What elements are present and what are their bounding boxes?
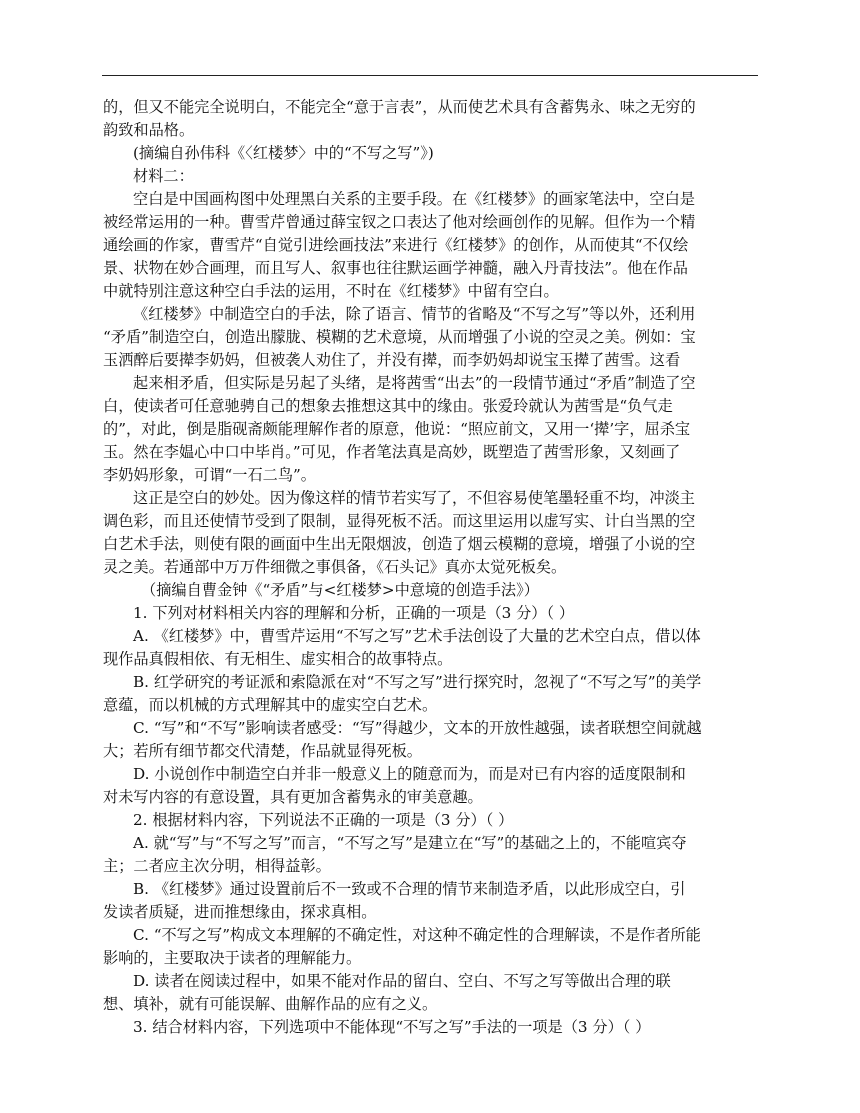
text-line: “矛盾”制造空白，创造出朦胧、模糊的艺术意境，从而增强了小说的空灵之美。例如：宝 xyxy=(103,328,696,346)
header-rule xyxy=(102,75,758,76)
text-line: 被经常运用的一种。曹雪芹曾通过薛宝钗之口表达了他对绘画创作的见解。但作为一个精 xyxy=(103,213,696,231)
text-line: 空白是中国画构图中处理黑白关系的主要手段。在《红楼梦》的画家笔法中，空白是 xyxy=(133,190,695,208)
text-line: 起来相矛盾，但实际是另起了头绪，是将茜雪“出去”的一段情节通过“矛盾”制造了空 xyxy=(133,374,696,392)
text-line: A. 就“写”与“不写之写”而言，“不写之写”是建立在“写”的基础之上的，不能喧宾夺 xyxy=(133,834,687,852)
text-line: 3. 结合材料内容，下列选项中不能体现“不写之写”手法的一项是（3 分）（ ） xyxy=(133,1018,651,1036)
text-line: 韵致和品格。 xyxy=(103,121,195,139)
text-line: B. 红学研究的考证派和索隐派在对“不写之写”进行探究时，忽视了“不写之写”的美学 xyxy=(133,673,702,691)
text-line: 大；若所有细节都交代清楚，作品就显得死板。 xyxy=(103,742,422,760)
text-line: 《红楼梦》中制造空白的手法，除了语言、情节的省略及“不写之写”等以外，还利用 xyxy=(133,305,696,323)
text-line: 景、状物在妙合画理，而且写人、叙事也往往默运画学神髓，融入丹青技法”。他在作品 xyxy=(103,259,688,277)
text-line: 主；二者应主次分明，相得益彰。 xyxy=(103,857,331,875)
text-line: 白，使读者可任意驰骋自己的想象去推想这其中的缘由。张爱玲就认为茜雪是“负气走 xyxy=(103,397,673,415)
text-line: 中就特别注意这种空白手法的运用，不时在《红楼梦》中留有空白。 xyxy=(103,282,559,300)
text-line: C. “写”和“不写”影响读者感受：“写”得越少，文本的开放性越强，读者联想空间就越 xyxy=(133,719,702,737)
text-line: D. 读者在阅读过程中，如果不能对作品的留白、空白、不写之写等做出合理的联 xyxy=(133,972,671,990)
text-line: A. 《红楼梦》中，曹雪芹运用“不写之写”艺术手法创设了大量的艺术空白点，借以体 xyxy=(133,627,701,645)
text-line: 调色彩，而且还使情节受到了限制，显得死板不活。而这里运用以虚写实、计白当黑的空 xyxy=(103,512,696,530)
text-line: 玉洒醉后要撵李奶妈，但被袭人劝住了，并没有撵，而李奶妈却说宝玉撵了茜雪。这看 xyxy=(103,351,681,369)
text-line: 的”，对此，倒是脂砚斋颇能理解作者的原意，他说：“照应前文，又用一‘撵’字，屈杀宝 xyxy=(103,420,691,438)
text-line: 想、填补，就有可能误解、曲解作品的应有之义。 xyxy=(103,995,438,1013)
text-line: D. 小说创作中制造空白并非一般意义上的随意而为，而是对已有内容的适度限制和 xyxy=(133,765,686,783)
text-line: 2. 根据材料内容，下列说法不正确的一项是（3 分）（ ） xyxy=(133,811,514,829)
text-line: B. 《红楼梦》通过设置前后不一致或不合理的情节来制造矛盾，以此形成空白，引 xyxy=(133,880,686,898)
text-line: (摘编自孙伟科《〈红楼梦〉中的“不写之写”》) xyxy=(133,144,434,162)
text-line: 发读者质疑，进而推想缘由，探求真相。 xyxy=(103,903,377,921)
text-line: 对未写内容的有意设置，具有更加含蓄隽永的审美意趣。 xyxy=(103,788,483,806)
text-line: 通绘画的作家，曹雪芹“自觉引进绘画技法”来进行《红楼梦》的创作，从而使其“不仅绘 xyxy=(103,236,689,254)
text-line: 影响的，主要取决于读者的理解能力。 xyxy=(103,949,362,967)
text-line: 1. 下列对材料相关内容的理解和分析，正确的一项是（3 分）（ ） xyxy=(133,604,575,622)
text-line: 灵之美。若通部中万万件细微之事俱备，《石头记》真亦太觉死板矣。 xyxy=(103,558,567,576)
text-line: 玉。然在李媪心中口中毕肖。”可见，作者笔法真是高妙，既塑造了茜雪形象，又刻画了 xyxy=(103,443,681,461)
text-line: C. “不写之写”构成文本理解的不确定性，对这种不确定性的合理解读，不是作者所能 xyxy=(133,926,701,944)
text-line: 现作品真假相依、有无相生、虚实相合的故事特点。 xyxy=(103,650,453,668)
text-line: 材料二： xyxy=(133,167,194,185)
text-line: 这正是空白的妙处。因为像这样的情节若实写了，不但容易使笔墨轻重不均，冲淡主 xyxy=(133,489,695,507)
document-body xyxy=(103,96,758,1039)
text-line: 的，但又不能完全说明白，不能完全“意于言表”，从而使艺术具有含蓄隽永、味之无穷的 xyxy=(103,98,696,116)
text-line: 意蕴，而以机械的方式理解其中的虚实空白艺术。 xyxy=(103,696,438,714)
text-line: 白艺术手法，则使有限的画面中生出无限烟波，创造了烟云模糊的意境，增强了小说的空 xyxy=(103,535,696,553)
text-line: （摘编自曹金钟《“矛盾”与<红楼梦>中意境的创造手法》） xyxy=(141,581,539,599)
text-line: 李奶妈形象，可谓“一石二鸟”。 xyxy=(103,466,316,484)
